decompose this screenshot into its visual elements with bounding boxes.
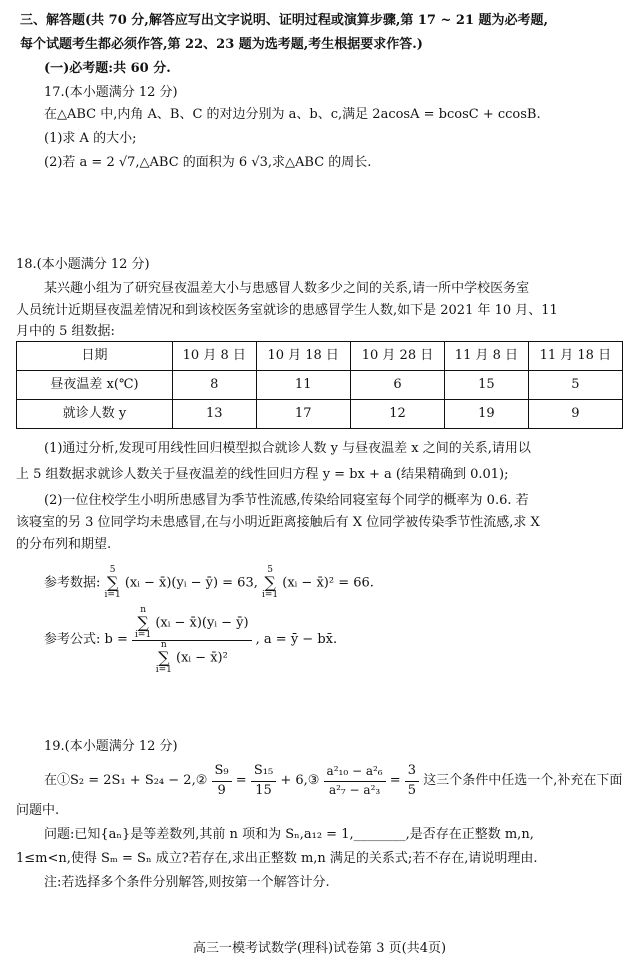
page-footer: 高三一模考试数学(理科)试卷第 3 页(共4页)	[192, 941, 447, 956]
sum-upper: 5	[109, 565, 116, 575]
reference-data-expr2: (xᵢ − x̄)² = 66.	[282, 575, 374, 591]
table-header-cell: 日期	[17, 342, 173, 371]
q17-part2: (2)若 a = 2 √7,△ABC 的面积为 6 √3,求△ABC 的周长.	[44, 155, 372, 170]
b-denominator	[132, 641, 251, 675]
sigma-icon: ∑	[106, 573, 119, 592]
q18-part2-line2: 该寝室的另 3 位同学均未患感冒,在与小明近距离接触后有 X 位同学被传染季节性流感,求 X	[16, 515, 540, 530]
sum-upper: n	[160, 640, 167, 650]
sum-upper: 5	[267, 565, 273, 575]
sum-lower: i=1	[261, 590, 279, 600]
table-cell: 11 月 8 日	[445, 342, 529, 371]
q19-line2: 问题中.	[16, 803, 60, 818]
q18-part1-line1: (1)通过分析,发现可用线性回归模型拟合就诊人数 y 与昼夜温差 x 之间的关系,请用以	[44, 441, 531, 456]
condition-suffix: 这三个条件中任选一个,补充在下面	[423, 772, 623, 788]
sigma-icon: ∑	[137, 613, 149, 632]
cond3-den2: 5	[407, 782, 417, 798]
sum-symbol	[105, 566, 121, 600]
sum-symbol	[135, 606, 151, 640]
table-cell: 15	[445, 371, 529, 400]
sigma-icon: ∑	[264, 573, 276, 592]
cond2-tail: + 6,③	[280, 772, 320, 788]
q19-conditions	[44, 762, 622, 801]
q19-problem-line1: 问题:已知{aₙ}是等差数列,其前 n 项和为 Sₙ,a₁₂ = 1,________,是否存在正整数 m,n,	[44, 827, 534, 842]
table-cell: 10 月 8 日	[173, 342, 257, 371]
sum-lower: i=1	[155, 665, 172, 675]
table-cell: 10 月 18 日	[256, 342, 350, 371]
cond2-den2: 15	[255, 782, 272, 798]
reference-data-expr1: (xᵢ − x̄)(yᵢ − ȳ) = 63,	[124, 575, 258, 591]
section-header-line1: 三、解答题(共 70 分,解答应写出文字说明、证明过程或演算步骤,第 17 ~ 21 题为必考题,	[20, 13, 549, 28]
q18-part1-line2	[16, 466, 509, 485]
q18-part2-line1: (2)一位住校学生小明所患感冒为季节性流感,传染给同寝室每个同学的概率为 0.6. 若	[44, 493, 529, 508]
table-cell: 13	[173, 400, 257, 429]
cond2-num: S₉	[212, 762, 232, 782]
table-row-label: 昼夜温差 x(℃)	[17, 371, 173, 400]
table-cell: 17	[256, 400, 350, 429]
table-cell: 10 月 28 日	[350, 342, 444, 371]
q18-stem-line3: 月中的 5 组数据:	[16, 324, 115, 339]
q18-header: 18.(本小题满分 12 分)	[16, 257, 150, 272]
numerator-expr: (xᵢ − x̄)(yᵢ − ȳ)	[155, 615, 249, 631]
regression-equation: y = bx + a	[322, 467, 392, 482]
q18-part1-text: 上 5 组数据求就诊人数关于昼夜温差的线性回归方程	[16, 467, 319, 482]
cond3-equals: =	[389, 772, 401, 788]
q19-note: 注:若选择多个条件分别解答,则按第一个解答计分.	[44, 875, 330, 890]
temperature-cases-table	[16, 341, 623, 429]
table-row	[17, 342, 623, 371]
table-cell: 5	[528, 371, 622, 400]
q19-problem-line2: 1≤m<n,使得 Sₘ = Sₙ 成立?若存在,求出正整数 m,n 满足的关系式;若不存在,请说明理由.	[16, 851, 538, 866]
cond2-num2: S₁₅	[251, 762, 276, 782]
condition-prefix: 在①S₂ = 2S₁ + S₂₄ − 2,②	[44, 772, 208, 788]
sum-symbol	[156, 641, 172, 675]
q18-stem-line2: 人员统计近期昼夜温差情况和到该校医务室就诊的患感冒学生人数,如下是 2021 年 10 月、11	[16, 303, 558, 318]
table-cell: 19	[445, 400, 529, 429]
part-one-label: (一)必考题:共 60 分.	[44, 61, 171, 76]
cond2-equals: =	[235, 772, 247, 788]
q17-stem: 在△ABC 中,内角 A、B、C 的对边分别为 a、b、c,满足 2acosA = bcosC + ccosB.	[44, 107, 541, 122]
sum-symbol	[262, 566, 278, 600]
table-cell: 6	[350, 371, 444, 400]
b-numerator	[132, 606, 251, 641]
q18-part1-precision: (结果精确到 0.01);	[395, 467, 509, 482]
reference-formula-label: 参考公式:	[44, 632, 101, 648]
b-fraction	[132, 606, 251, 675]
q18-part2-line3: 的分布列和期望.	[16, 537, 112, 552]
cond2-frac1	[212, 762, 232, 801]
reference-data	[44, 566, 374, 600]
table-cell: 11 月 18 日	[528, 342, 622, 371]
q18-stem-line1: 某兴趣小组为了研究昼夜温差大小与患感冒人数多少之间的关系,请一所中学校医务室	[44, 281, 530, 296]
reference-data-label: 参考数据:	[44, 575, 101, 591]
cond3-num2: 3	[405, 762, 419, 782]
cond3-frac2	[405, 762, 419, 801]
formula-a: , a = ȳ − bx̄.	[255, 632, 338, 648]
table-row-label: 就诊人数 y	[17, 400, 173, 429]
q17-part1: (1)求 A 的大小;	[44, 131, 137, 146]
cond3-num: a²₁₀ − a²₆	[324, 763, 386, 781]
cond2-frac2	[251, 762, 276, 801]
table-cell: 8	[173, 371, 257, 400]
section-header-line2: 每个试题考生都必须作答,第 22、23 题为选考题,考生根据要求作答.)	[20, 37, 423, 52]
sigma-icon: ∑	[158, 648, 170, 667]
table-cell: 11	[256, 371, 350, 400]
denominator-expr: (xᵢ − x̄)²	[176, 650, 228, 666]
sum-lower: i=1	[135, 630, 152, 640]
sum-upper: n	[140, 605, 146, 615]
cond3-frac1	[324, 763, 386, 799]
cond2-den: 9	[217, 782, 226, 798]
table-cell: 12	[350, 400, 444, 429]
table-row	[17, 371, 623, 400]
cond3-den: a²₇ − a²₃	[328, 782, 381, 797]
formula-b: b =	[104, 632, 128, 648]
q17-header: 17.(本小题满分 12 分)	[44, 85, 178, 100]
sum-lower: i=1	[104, 590, 121, 600]
q19-header: 19.(本小题满分 12 分)	[44, 739, 178, 754]
reference-formula	[44, 606, 337, 675]
table-row	[17, 400, 623, 429]
table-cell: 9	[528, 400, 622, 429]
